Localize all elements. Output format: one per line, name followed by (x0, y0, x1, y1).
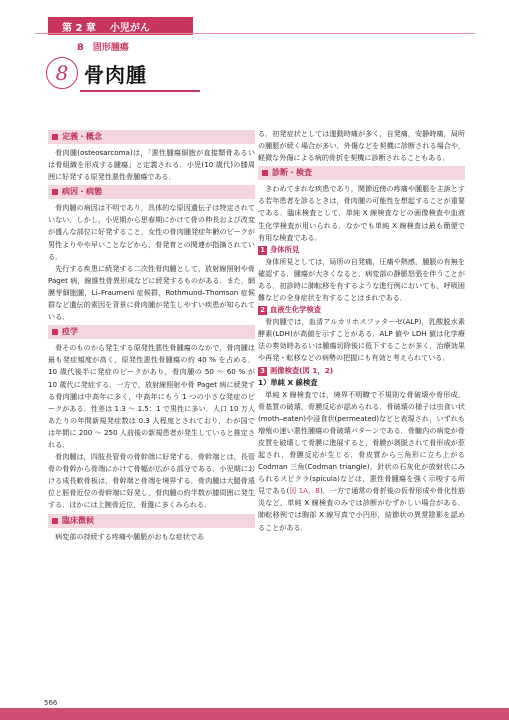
footer-bar (0, 708, 509, 720)
paragraph: 骨肉腫(osteosarcoma)は，「悪性腫瘍細胞が直接類骨あるいは骨組織を形成する腫瘍」と定義される．小児(10 歳代)の膝周囲に好発する原発性悪性骨腫瘍である． (48, 148, 255, 182)
paragraph: る．初発症状としては運動時痛が多く，自発痛，安静時痛，局所の腫脹が続く場合が多い．外傷などを契機に診断される場合や，軽微な外傷による病的骨折を契機に診断されることもある． (258, 129, 465, 163)
paragraph: 骨そのものから発生する原発性悪性骨腫瘍のなかで，骨肉腫は最も発症頻度が高く，原発性悪性骨腫瘍の約 40 % を占める．10 歳代後半に発症のピークがあり，骨肉腫の 50 ～ 60 % が 10 歳代に発症する．一方で，放射線照射や骨 Paget 病に続発する骨肉腫は中高年に多く，中高年にもう 1 つの小さな発症のピークがある．性差は 1.3 ～ 1.5：1 で男性に多い．人口 10 万人あたりの年間新規発症数は 0.3 人程度とされており，わが国では年間に 200 ～ 250 人前後の新規患者が発生していると推定される． (48, 343, 255, 449)
figure-link[interactable]: 図 1A，B (289, 486, 320, 496)
header-rule (35, 33, 475, 34)
right-column (258, 128, 465, 534)
subheading-number: 1 (258, 246, 267, 255)
title-underline (80, 90, 200, 92)
subheading-label: 身体所見 (270, 244, 300, 254)
paragraph-text: )．一方で通常の骨折後の仮骨形成や骨化性筋炎など，単純 X 線検査のみでは診断がむずかしい場合がある．肺転移例では胸部 X 線写真で小円形，結節状の異常陰影を認めることがある． (258, 486, 465, 532)
subheading-blood (258, 304, 465, 316)
subheading-label: 画像検査(図 1，2) (270, 365, 334, 375)
page-title: 骨肉腫 (84, 63, 147, 87)
subheading-number: 3 (258, 367, 267, 376)
subheading-xray: 1）単純 X 線検査 (258, 377, 318, 387)
paragraph: 骨肉腫の病因は不明であり，具体的な原因遺伝子は特定されていない．しかし，小児期から思春期にかけて骨の伸長および改変が盛んな部位に好発すること，女性の骨肉腫発症年齢のピークが男性よりやや早いことなどから，骨発育との関連が指摘されている． (48, 203, 255, 261)
subheading-physical (258, 244, 465, 256)
heading-etiology: 病因・病態 (48, 185, 255, 199)
page-number: 566 (44, 699, 58, 707)
paragraph (258, 389, 465, 534)
heading-definition: 定義・概念 (48, 130, 255, 144)
subheading-label: 血液生化学検査 (270, 305, 322, 315)
article-number: 8 (46, 57, 78, 89)
left-column (48, 128, 255, 543)
paragraph: 骨肉腫では，血清アルカリホスファターゼ(ALP)，乳酸脱水素酵素(LDH)が高値を示すことがある．ALP 値や LDH 値は化学療法の奏効時あるいは腫瘍切除後に低下することが多く，治療効果や再発・転移などの病勢の把握にも有効と考えられている． (258, 317, 465, 363)
paragraph-text: 単純 X 線検査では，境界不明瞭で不規則な骨破壊や骨形成，骨基質の破壊，骨膜反応が認められる．骨破壊の様子は虫食い状(moth–eaten)や浸食状(permeated)などと表現され，いずれも増殖の速い悪性腫瘍の骨破壊パターンである．骨髄内の病変が骨皮質を破壊して骨膜に進展すると，骨膜が剥脱されて骨形成が惹起され，骨膜反応が生じる．骨皮質から三角形に立ち上がる Codman 三角(Codman triangle)，針状の石灰化が放射状にみられるスピクラ(spicula)などは，悪性骨腫瘍を強く示唆する所見である( (258, 389, 465, 496)
section-label: B 固形腫瘍 (77, 43, 129, 53)
paragraph: 身体所見としては，局所の自発痛，圧痛や熱感，腫脹の有無を確認する．腫瘍が大きくなると，病変部の静脈怒張を伴うことがある．初診時に肺転移を有するような進行例においても，呼吸困難などの全身症状を有することはまれである． (258, 256, 465, 303)
chapter-title: 小児がん (109, 22, 150, 34)
paragraph: きわめてまれな疾患であり，関節近傍の疼痛や腫脹を主訴とする若年患者を診るときは，骨肉腫の可能性を想起することが重要である．臨床検査として，単純 X 線検査などの画像検査や血液生化学検査が用いられる．なかでも単純 X 線検査は最も簡便で有用な検査である． (258, 184, 465, 242)
heading-epidemiology: 疫学 (48, 325, 255, 339)
subheading-imaging (258, 365, 465, 377)
paragraph: 先行する疾患に続発する二次性骨肉腫として，放射線照射や骨 Paget 病，線維性骨異形成などに続発するものがある．また，網膜芽細胞腫，Li–Fraumeni 症候群，Rothmund–Thomson 症候群など遺伝的素因を背景に骨肉腫が発生しやすい疾患が知られている． (48, 263, 255, 322)
paragraph: 病変部の持続する疼痛や腫脹がおもな症状であ (55, 531, 205, 541)
paragraph: 骨肉腫は，四肢長管骨の骨幹端に好発する．骨幹端とは，長管骨の骨幹から骨端にかけて骨幅が広がる部分である．小児期における成長軟骨板は，骨幹端と骨端を境界する．骨肉腫は大腿骨遠位と脛骨近位の骨幹端に好発し，骨肉腫の約半数が膝周囲に発生する．ほかには上腕骨近位，骨盤に多くみられる． (48, 452, 255, 510)
heading-clinical-signs: 臨床徴候 (48, 514, 255, 528)
chapter-number: 第 2 章 (62, 22, 96, 34)
heading-diagnosis: 診断・検査 (258, 166, 465, 180)
subheading-number: 2 (258, 306, 267, 315)
